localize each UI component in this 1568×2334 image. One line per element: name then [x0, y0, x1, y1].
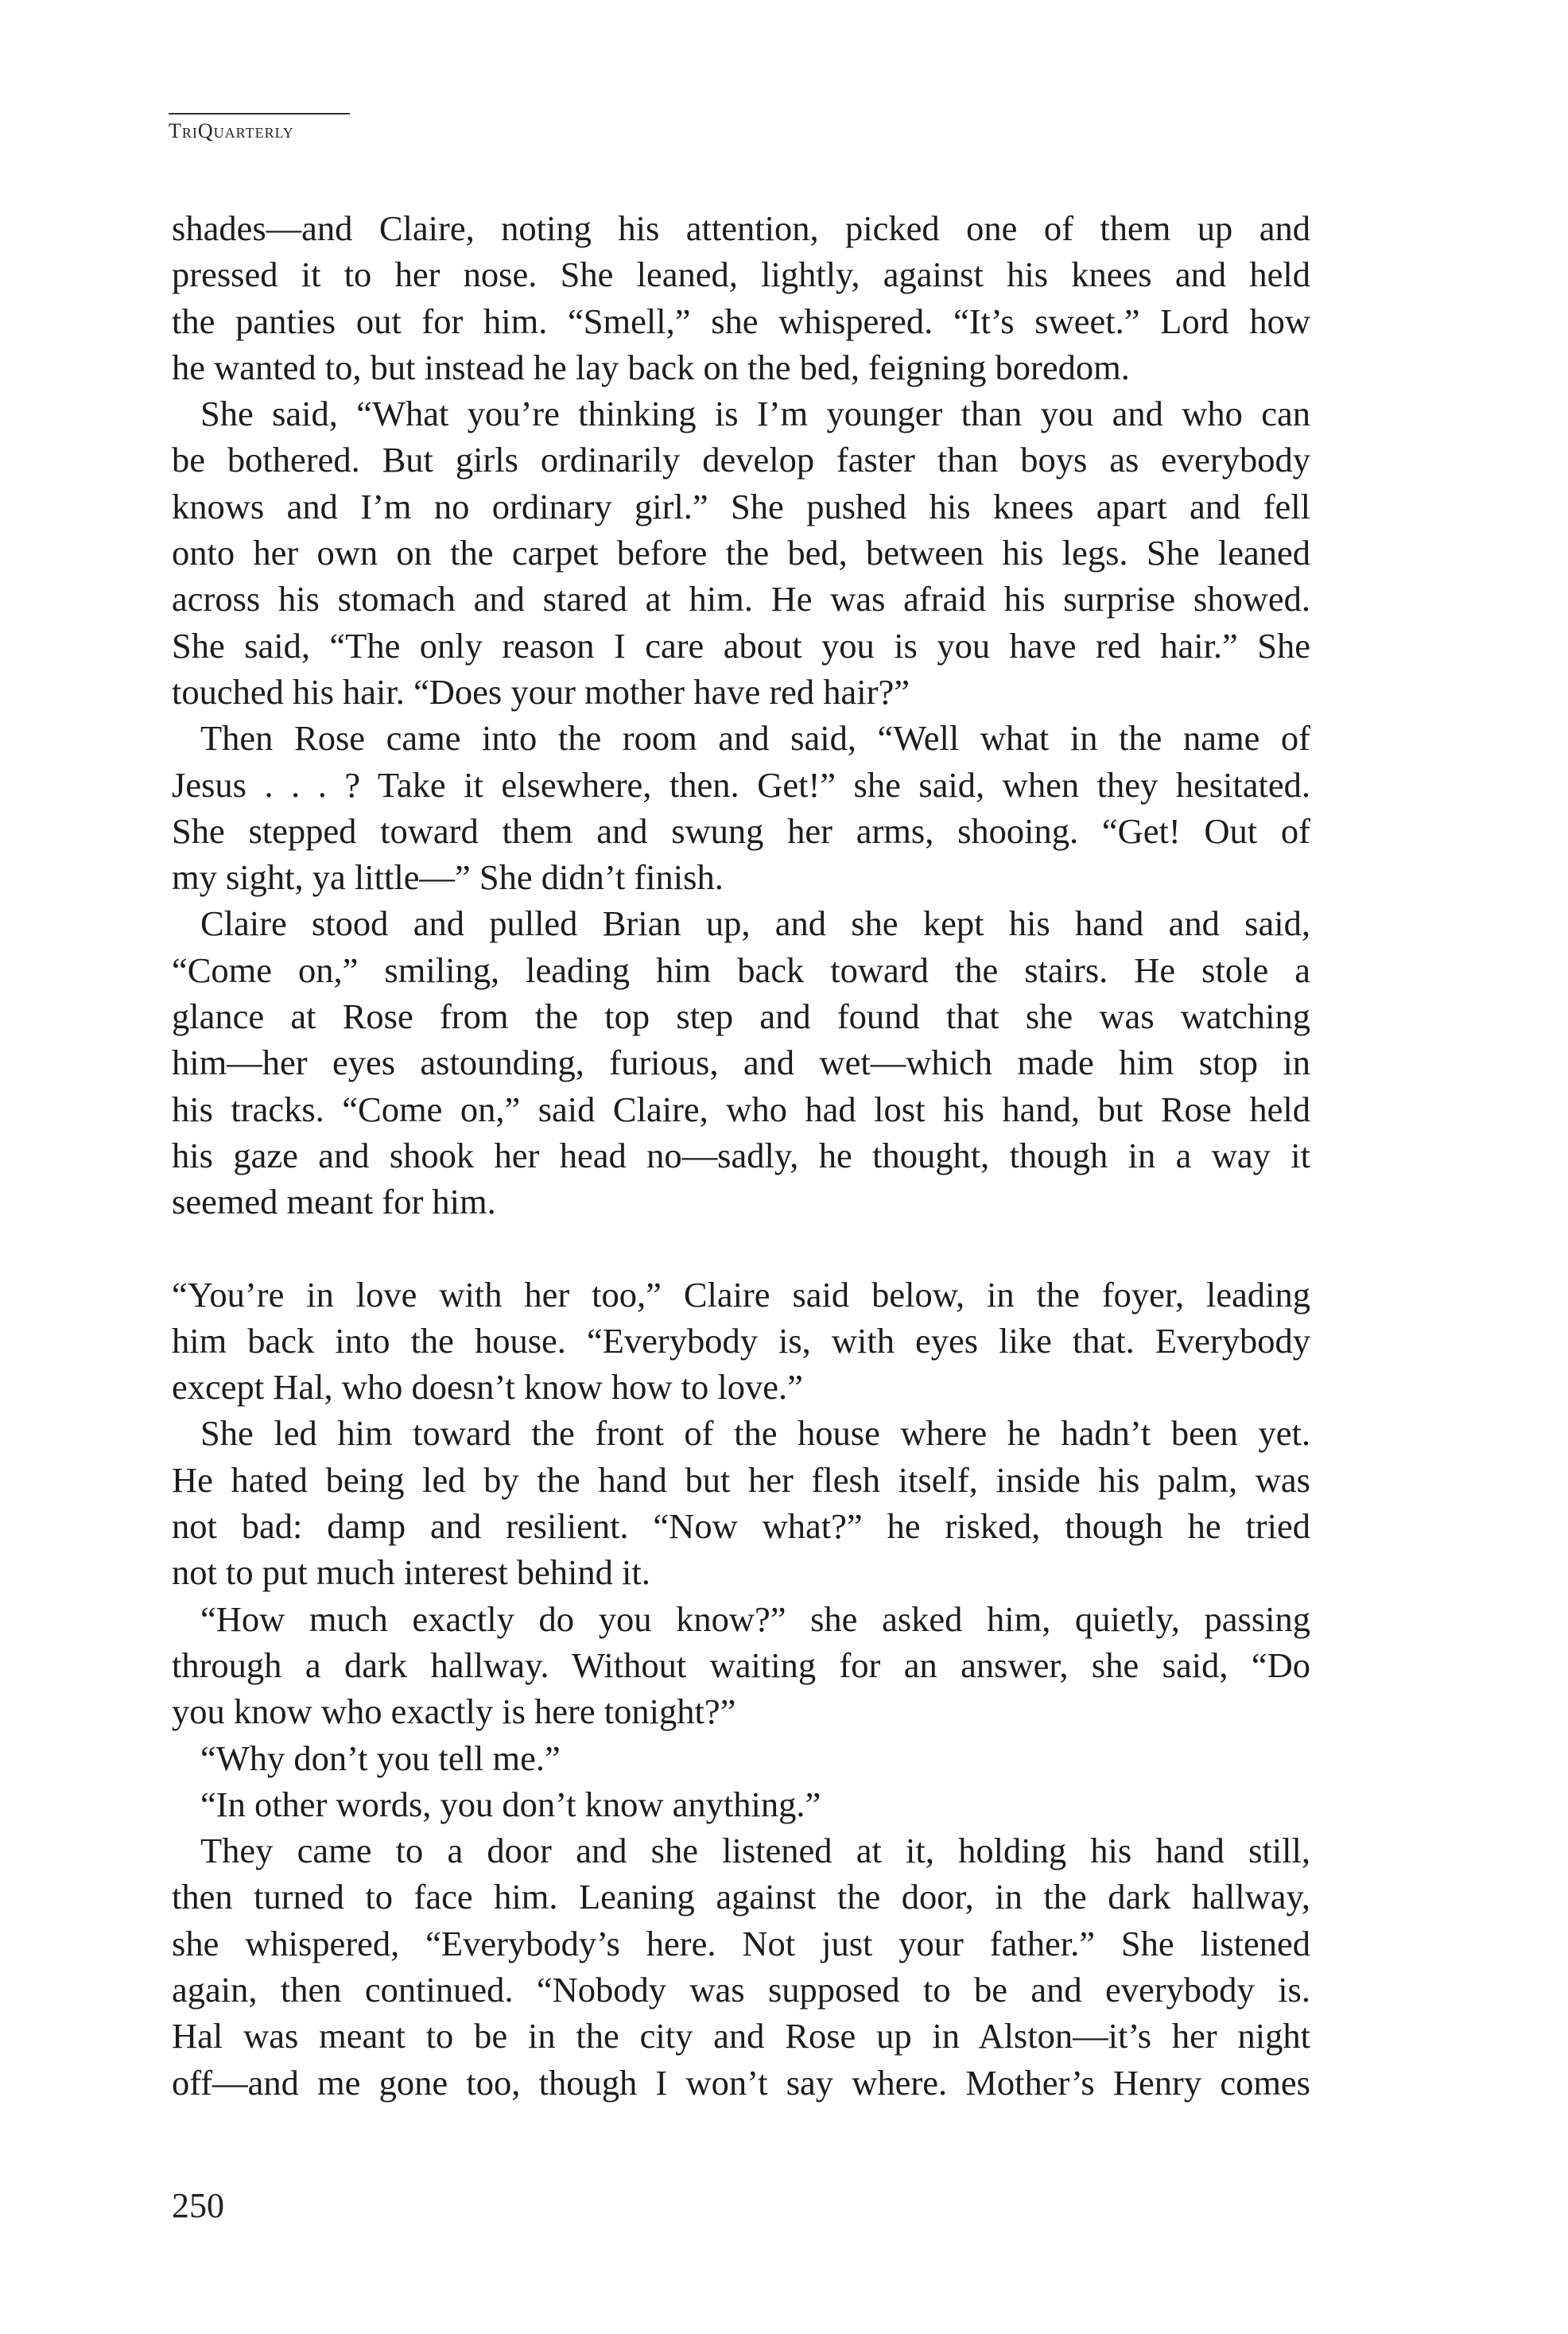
text-line: They came to a door and she listened at it, holding his hand still, — [200, 1831, 1310, 1871]
text-line: pressed it to her nose. She leaned, lightly, against his knees and held — [172, 254, 1310, 295]
text-line: “Come on,” smiling, leading him back toward the stairs. He stole a — [172, 950, 1310, 990]
text-line: She stepped toward them and swung her arms, shooing. “Get! Out of — [172, 810, 1310, 851]
text-line: onto her own on the carpet before the bed, between his legs. She leaned — [172, 533, 1310, 573]
text-line: She led him toward the front of the house where he hadn’t been yet. — [200, 1413, 1310, 1454]
header-rule — [169, 113, 350, 115]
body-text — [172, 205, 1310, 2106]
text-line: she whispered, “Everybody’s here. Not just your father.” She listened — [172, 1923, 1310, 1963]
text-line: his gaze and shook her head no—sadly, he thought, though in a way it — [172, 1135, 1310, 1175]
text-line: Hal was meant to be in the city and Rose up in Alston—it’s her night — [172, 2016, 1310, 2056]
page-number: 250 — [172, 2186, 224, 2225]
text-line: again, then continued. “Nobody was supposed to be and everybody is. — [172, 1969, 1310, 2010]
text-line: except Hal, who doesn’t know how to love.” — [172, 1367, 803, 1408]
text-line: “You’re in love with her too,” Claire said below, in the foyer, leading — [172, 1274, 1310, 1315]
text-line: She said, “What you’re thinking is I’m younger than you and who can — [200, 394, 1310, 434]
text-line: “In other words, you don’t know anything.” — [200, 1784, 821, 1824]
text-line: him back into the house. “Everybody is, with eyes like that. Everybody — [172, 1320, 1310, 1361]
text-line: not to put much interest behind it. — [172, 1552, 650, 1593]
text-line: him—her eyes astounding, furious, and wet—which made him stop in — [172, 1043, 1310, 1083]
text-line: my sight, ya little—” She didn’t finish. — [172, 857, 724, 898]
text-line: Jesus . . . ? Take it elsewhere, then. Get!” she said, when they hesitated. — [172, 764, 1310, 805]
text-line: “How much exactly do you know?” she asked him, quietly, passing — [200, 1598, 1310, 1639]
text-line: off—and me gone too, though I won’t say where. Mother’s Henry comes — [172, 2062, 1310, 2103]
text-line: he wanted to, but instead he lay back on the bed, feigning boredom. — [172, 347, 1130, 387]
text-line: Claire stood and pulled Brian up, and she kept his hand and said, — [200, 903, 1310, 944]
text-line: seemed meant for him. — [172, 1182, 496, 1222]
text-line: across his stomach and stared at him. He was afraid his surprise showed. — [172, 579, 1310, 619]
text-line: glance at Rose from the top step and found that she was watching — [172, 996, 1310, 1037]
section-break — [172, 1225, 1310, 1272]
text-line: the panties out for him. “Smell,” she whispered. “It’s sweet.” Lord how — [172, 301, 1310, 341]
text-line: touched his hair. “Does your mother have red hair?” — [172, 671, 910, 712]
text-line: knows and I’m no ordinary girl.” She pushed his knees apart and fell — [172, 486, 1310, 526]
text-line: “Why don’t you tell me.” — [200, 1738, 561, 1778]
running-head: TriQuarterly — [169, 119, 294, 142]
text-line: not bad: damp and resilient. “Now what?” he risked, though he tried — [172, 1506, 1310, 1547]
text-line: She said, “The only reason I care about you is you have red hair.” She — [172, 625, 1310, 666]
text-line: you know who exactly is here tonight?” — [172, 1691, 736, 1732]
text-line: shades—and Claire, noting his attention, picked one of them up and — [172, 208, 1310, 248]
text-line: be bothered. But girls ordinarily develop faster than boys as everybody — [172, 440, 1310, 480]
text-line: Then Rose came into the room and said, “Well what in the name of — [200, 718, 1310, 759]
text-line: then turned to face him. Leaning against the door, in the dark hallway, — [172, 1877, 1310, 1917]
text-line: his tracks. “Come on,” said Claire, who had lost his hand, but Rose held — [172, 1089, 1310, 1129]
text-line: He hated being led by the hand but her flesh itself, inside his palm, was — [172, 1459, 1310, 1500]
text-line: through a dark hallway. Without waiting for an answer, she said, “Do — [172, 1645, 1310, 1685]
